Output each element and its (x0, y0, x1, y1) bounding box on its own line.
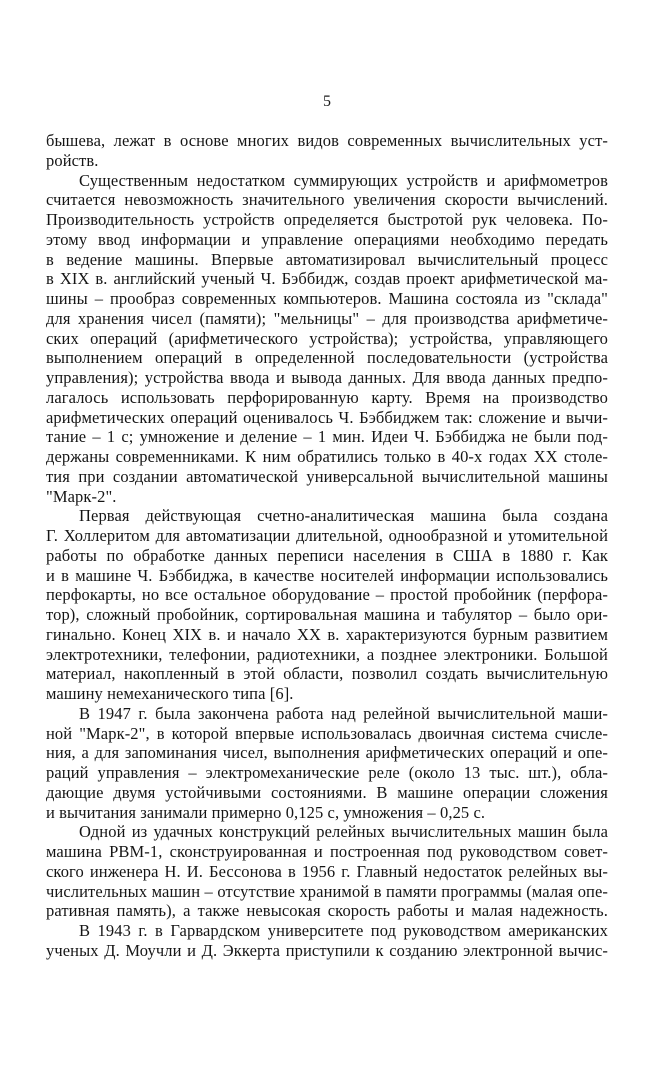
text-line: ского инженера Н. И. Бессонова в 1956 г. Главный недостаток релейных вы- (46, 861, 608, 881)
text-line: тание – 1 с; умножение и деление – 1 мин. Идеи Ч. Бэббиджа не были под- (46, 427, 608, 447)
text-line: Первая действующая счетно-аналитическая машина была создана (79, 506, 608, 526)
text-line: В 1943 г. в Гарвардском университете под руководством американских (79, 921, 608, 940)
text-line: управления); устройства ввода и вывода данных. Для ввода данных предпо- (46, 368, 608, 387)
text-line: лагалось использовать перфорированную карту. Время на производство (46, 387, 608, 407)
page-number: 5 (323, 93, 331, 110)
text-line: выполнением операций в определенной последовательности (устройства (46, 348, 608, 368)
text-line: В 1947 г. была закончена работа над релейной вычислительной маши- (79, 703, 608, 723)
text-line: держаны современниками. К ним обратились только в 40-х годах XX столе- (46, 447, 608, 466)
text-line: гинально. Конец XIX в. и начало XX в. характеризуются бурным развитием (46, 624, 608, 644)
text-line: раций управления – электромеханические реле (около 13 тыс. шт.), обла- (46, 763, 608, 782)
text-line: Существенным недостатком суммирующих устройств и арифмометров (79, 170, 608, 190)
text-line: для хранения чисел (памяти); "мельницы" – для производства арифметиче- (46, 308, 608, 328)
text-line: Одной из удачных конструкций релейных вычислительных машин была (79, 822, 608, 842)
text-line: числительных машин – отсутствие хранимой в памяти программы (малая опе- (46, 881, 608, 901)
text-line: Г. Холлеритом для автоматизации длительной, однообразной и утомительной (46, 526, 608, 545)
text-line: в XIX в. английский ученый Ч. Бэббидж, создав проект арифметической ма- (46, 269, 608, 289)
text-line: арифметических операций оценивалось Ч. Бэббиджем так: сложение и вычи- (46, 407, 608, 427)
text-line: работы по обработке данных переписи населения в США в 1880 г. Как (46, 545, 608, 565)
text-line: ученых Д. Моучли и Д. Эккерта приступили к созданию электронной вычис- (46, 940, 608, 960)
text-line: в ведение машины. Впервые автоматизировал вычислительный процесс (46, 249, 608, 269)
text-line: "Марк-2". (46, 486, 117, 506)
text-line: перфокарты, но все остальное оборудование – простой пробойник (перфора- (46, 585, 608, 605)
text-line: ния, а для запоминания чисел, выполнения арифметических операций и опе- (46, 743, 608, 763)
text-line: дающие двумя устойчивыми состояниями. В машине операции сложения (46, 782, 608, 802)
text-line: считается невозможность значительного увеличения скорости вычислений. (46, 190, 608, 210)
text-line: ройств. (46, 150, 99, 170)
text-line: этому ввод информации и управление операциями необходимо передать (46, 229, 608, 249)
text-block (46, 131, 608, 961)
text-line: ративная память), а также невысокая скорость работы и малая надежность. (46, 901, 608, 921)
text-line: электротехники, телефонии, радиотехники, а позднее электроники. Большой (46, 644, 608, 664)
text-line: ских операций (арифметического устройства); устройства, управляющего (46, 328, 608, 348)
text-line: тор), сложный пробойник, сортировальная машина и табулятор – было ори- (46, 605, 608, 624)
text-line: бышева, лежат в основе многих видов современных вычислительных уст- (46, 131, 608, 150)
text-line: Производительность устройств определяется быстротой рук человека. По- (46, 210, 608, 229)
text-line: тия при создании автоматической универсальной вычислительной машины (46, 466, 608, 486)
text-line: и вычитания занимали примерно 0,125 с, умножения – 0,25 с. (46, 802, 486, 822)
text-line: материал, накопленный в этой области, позволил создать вычислительную (46, 664, 608, 684)
text-line: машина РВМ-1, сконструированная и построенная под руководством совет- (46, 842, 608, 861)
text-line: и в машине Ч. Бэббиджа, в качестве носителей информации использовались (46, 565, 608, 585)
text-line: ной "Марк-2", в которой впервые использовалась двоичная система счисле- (46, 723, 608, 743)
text-line: шины – прообраз современных компьютеров. Машина состояла из "склада" (46, 289, 608, 308)
text-line: машину немеханического типа [6]. (46, 684, 294, 703)
